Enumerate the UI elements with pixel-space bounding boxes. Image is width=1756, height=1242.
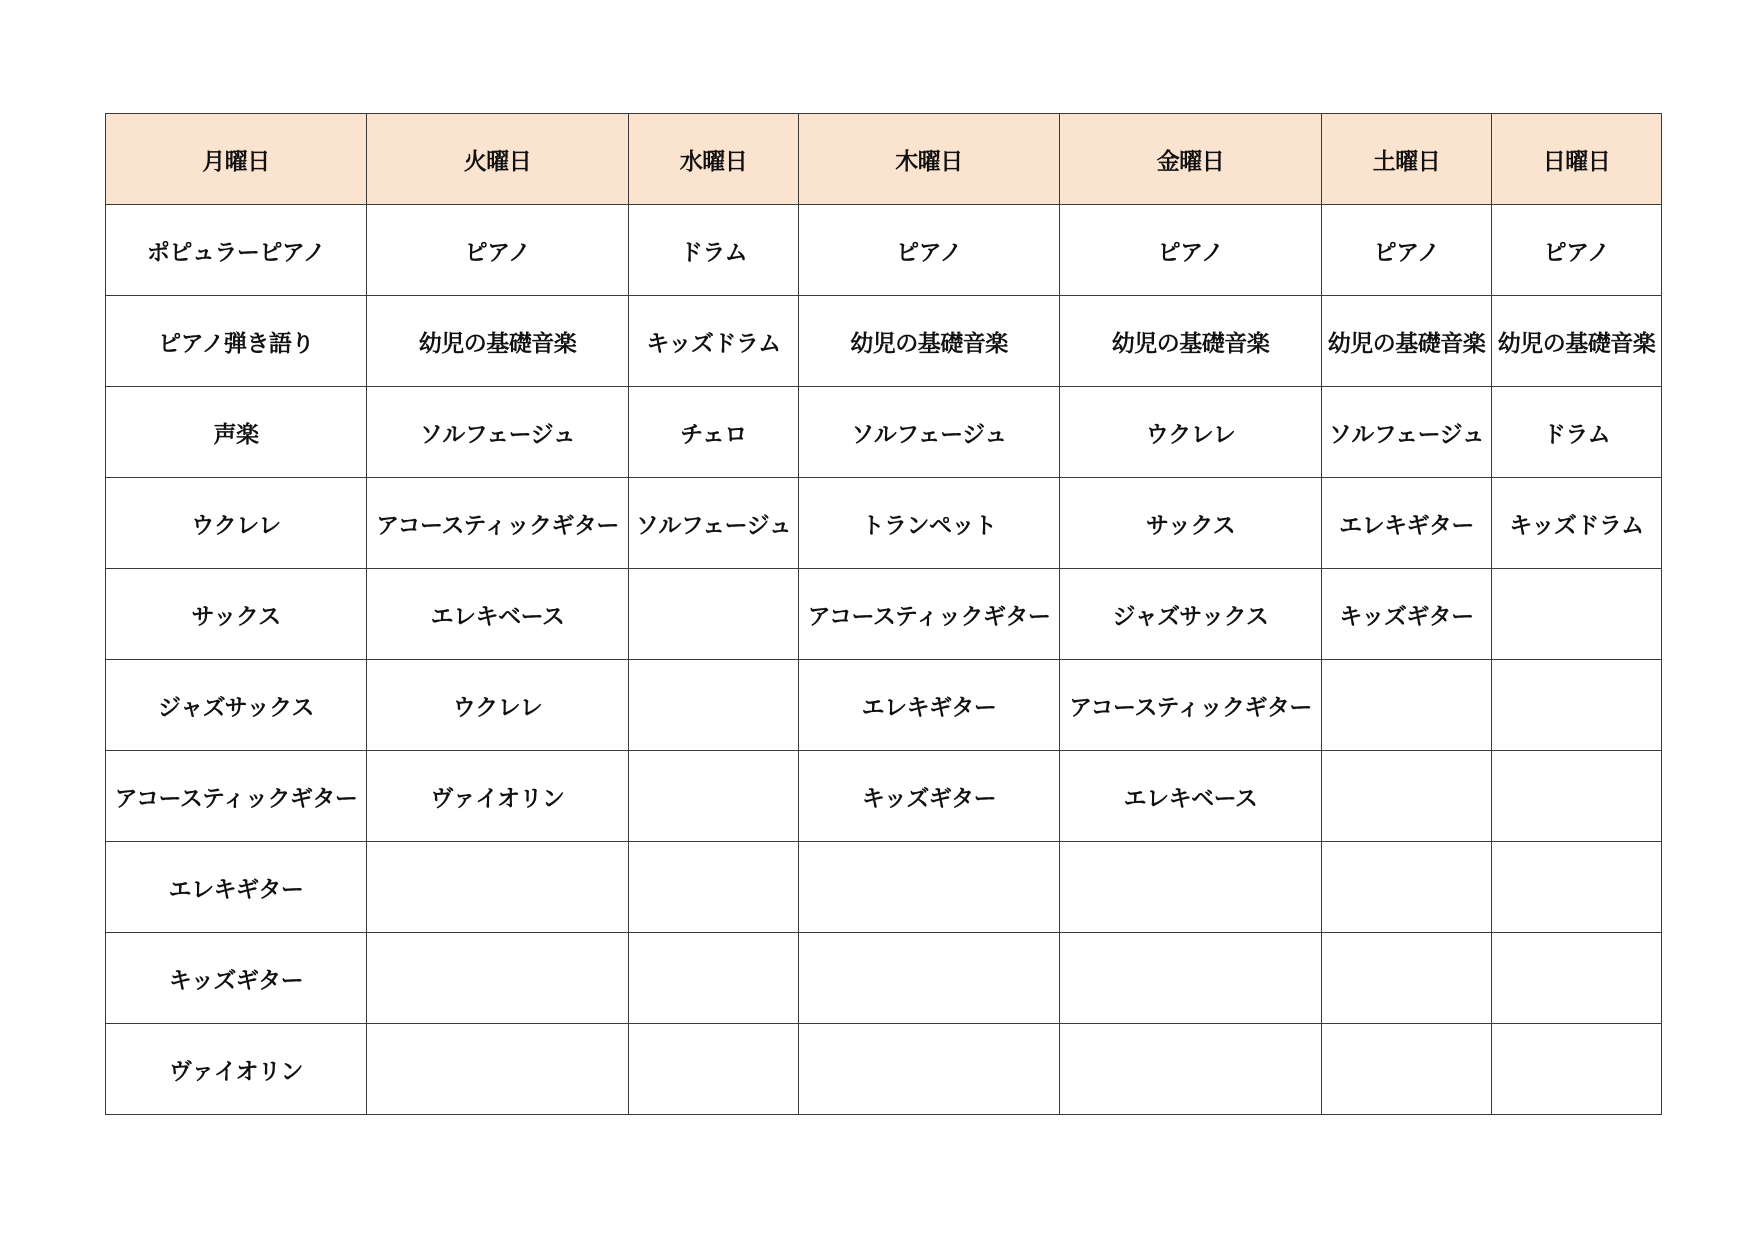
table-cell bbox=[1322, 660, 1492, 751]
table-cell bbox=[629, 933, 799, 1024]
table-cell bbox=[799, 1024, 1060, 1115]
table-cell: ピアノ bbox=[1492, 205, 1662, 296]
table-cell bbox=[799, 842, 1060, 933]
day-header-saturday: 土曜日 bbox=[1322, 114, 1492, 205]
table-row bbox=[106, 296, 1662, 387]
table-cell: ピアノ bbox=[1322, 205, 1492, 296]
table-cell bbox=[629, 569, 799, 660]
table-cell: チェロ bbox=[629, 387, 799, 478]
table-cell: 幼児の基礎音楽 bbox=[1060, 296, 1322, 387]
table-cell: アコースティックギター bbox=[1060, 660, 1322, 751]
table-cell: ドラム bbox=[629, 205, 799, 296]
table-cell: エレキギター bbox=[799, 660, 1060, 751]
table-row bbox=[106, 478, 1662, 569]
table-cell bbox=[367, 933, 629, 1024]
table-row bbox=[106, 933, 1662, 1024]
table-cell bbox=[367, 1024, 629, 1115]
table-cell bbox=[1492, 751, 1662, 842]
table-cell: 幼児の基礎音楽 bbox=[367, 296, 629, 387]
table-cell: キッズドラム bbox=[1492, 478, 1662, 569]
table-row bbox=[106, 660, 1662, 751]
table-cell bbox=[629, 751, 799, 842]
table-row bbox=[106, 842, 1662, 933]
table-cell: ピアノ弾き語り bbox=[106, 296, 367, 387]
table-cell: エレキベース bbox=[1060, 751, 1322, 842]
table-cell: キッズギター bbox=[1322, 569, 1492, 660]
day-header-tuesday: 火曜日 bbox=[367, 114, 629, 205]
table-cell: ジャズサックス bbox=[106, 660, 367, 751]
table-cell: アコースティックギター bbox=[799, 569, 1060, 660]
table-cell: ドラム bbox=[1492, 387, 1662, 478]
table-cell: ヴァイオリン bbox=[367, 751, 629, 842]
table-row bbox=[106, 205, 1662, 296]
day-header-friday: 金曜日 bbox=[1060, 114, 1322, 205]
table-cell: アコースティックギター bbox=[367, 478, 629, 569]
table-cell: ピアノ bbox=[799, 205, 1060, 296]
table-cell bbox=[1322, 933, 1492, 1024]
day-header-monday: 月曜日 bbox=[106, 114, 367, 205]
table-cell bbox=[1492, 933, 1662, 1024]
lesson-schedule-sheet bbox=[105, 113, 1661, 1125]
table-cell: ソルフェージュ bbox=[799, 387, 1060, 478]
table-cell bbox=[629, 842, 799, 933]
table-cell: キッズギター bbox=[799, 751, 1060, 842]
table-cell: トランペット bbox=[799, 478, 1060, 569]
table-cell: ソルフェージュ bbox=[367, 387, 629, 478]
table-cell bbox=[1060, 1024, 1322, 1115]
table-cell: アコースティックギター bbox=[106, 751, 367, 842]
table-cell: サックス bbox=[1060, 478, 1322, 569]
table-cell bbox=[367, 842, 629, 933]
table-cell: ピアノ bbox=[367, 205, 629, 296]
table-row bbox=[106, 387, 1662, 478]
table-cell: サックス bbox=[106, 569, 367, 660]
table-row bbox=[106, 569, 1662, 660]
day-header-thursday: 木曜日 bbox=[799, 114, 1060, 205]
table-cell: 幼児の基礎音楽 bbox=[1492, 296, 1662, 387]
table-cell: 幼児の基礎音楽 bbox=[799, 296, 1060, 387]
table-cell bbox=[799, 933, 1060, 1024]
table-cell bbox=[1492, 1024, 1662, 1115]
table-cell bbox=[1492, 569, 1662, 660]
table-cell: ウクレレ bbox=[106, 478, 367, 569]
table-cell bbox=[1322, 751, 1492, 842]
table-cell: エレキベース bbox=[367, 569, 629, 660]
day-header-sunday: 日曜日 bbox=[1492, 114, 1662, 205]
table-cell: 声楽 bbox=[106, 387, 367, 478]
table-cell bbox=[1060, 933, 1322, 1024]
table-cell: エレキギター bbox=[1322, 478, 1492, 569]
table-cell: ジャズサックス bbox=[1060, 569, 1322, 660]
table-cell: 幼児の基礎音楽 bbox=[1322, 296, 1492, 387]
table-cell bbox=[1322, 842, 1492, 933]
table-cell bbox=[1492, 660, 1662, 751]
weekly-schedule-table bbox=[105, 113, 1662, 1115]
table-cell: エレキギター bbox=[106, 842, 367, 933]
table-cell: キッズギター bbox=[106, 933, 367, 1024]
table-row bbox=[106, 751, 1662, 842]
table-cell bbox=[629, 1024, 799, 1115]
table-cell: ウクレレ bbox=[367, 660, 629, 751]
day-header-row bbox=[106, 114, 1662, 205]
table-cell: ヴァイオリン bbox=[106, 1024, 367, 1115]
day-header-wednesday: 水曜日 bbox=[629, 114, 799, 205]
table-row bbox=[106, 1024, 1662, 1115]
table-cell: ピアノ bbox=[1060, 205, 1322, 296]
table-cell bbox=[1492, 842, 1662, 933]
table-cell: ソルフェージュ bbox=[1322, 387, 1492, 478]
table-cell: キッズドラム bbox=[629, 296, 799, 387]
table-cell bbox=[1060, 842, 1322, 933]
table-cell: ソルフェージュ bbox=[629, 478, 799, 569]
table-cell: ポピュラーピアノ bbox=[106, 205, 367, 296]
table-cell: ウクレレ bbox=[1060, 387, 1322, 478]
table-cell bbox=[629, 660, 799, 751]
table-cell bbox=[1322, 1024, 1492, 1115]
